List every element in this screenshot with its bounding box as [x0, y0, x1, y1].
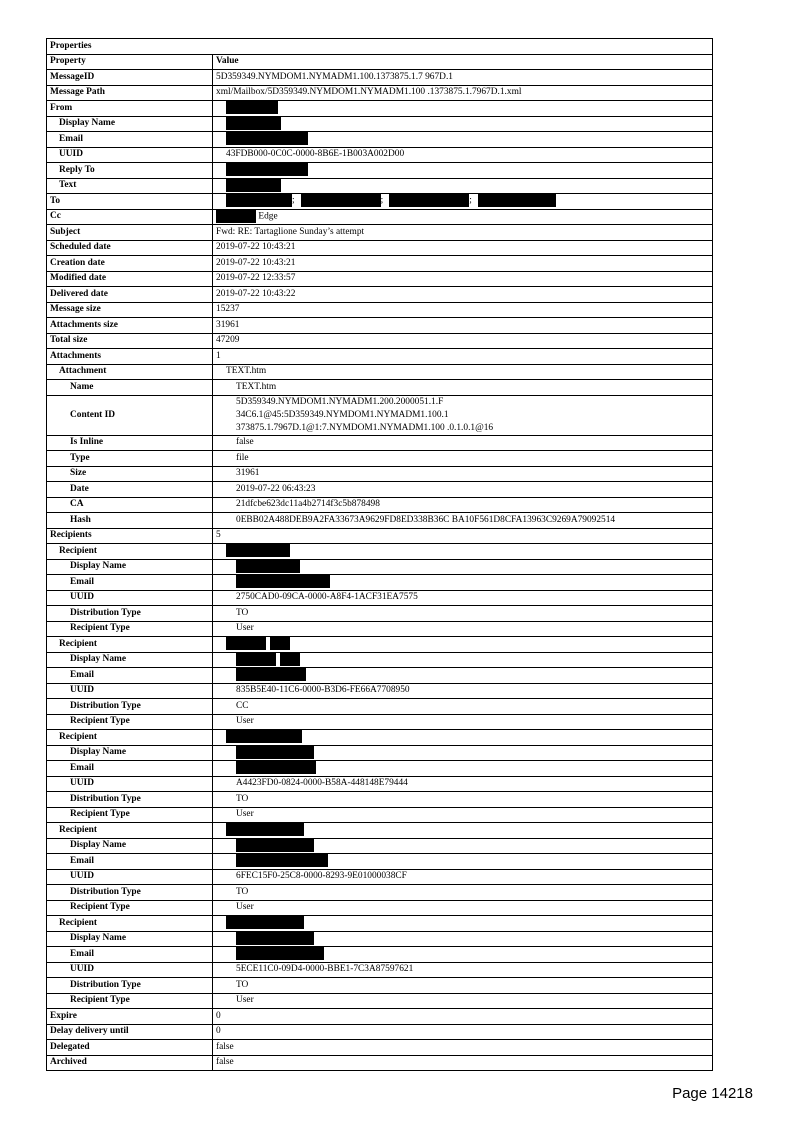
- content-id-line: 5D359349.NYMDOM1.NYMADM1.200.2000051.1.F: [236, 396, 444, 407]
- text-label: Text: [47, 178, 213, 194]
- table-row: [47, 792, 713, 808]
- redaction-box: [236, 653, 276, 666]
- recipient-value: [213, 544, 713, 560]
- recipient-label: Recipient: [47, 544, 213, 560]
- table-row: [47, 1040, 713, 1056]
- distribution-type-value: TO: [213, 792, 713, 808]
- recipient-email-label: Email: [47, 575, 213, 591]
- table-row: [47, 451, 713, 467]
- ca-value: 21dfcbe623dc11a4b2714f3c5b878498: [213, 497, 713, 513]
- table-row: [47, 885, 713, 901]
- distribution-type-label: Distribution Type: [47, 978, 213, 994]
- recipient-email-value: [213, 947, 713, 963]
- size-value: 31961: [213, 466, 713, 482]
- distribution-type-label: Distribution Type: [47, 699, 213, 715]
- redaction-box: [236, 932, 314, 945]
- from-uuid-label: UUID: [47, 147, 213, 163]
- recipient-email-label: Email: [47, 947, 213, 963]
- date-value: 2019-07-22 06:43:23: [213, 482, 713, 498]
- redaction-box: [236, 839, 314, 852]
- reply-to-value: [213, 163, 713, 179]
- attachments-size-value: 31961: [213, 318, 713, 334]
- recipient-email-value: [213, 575, 713, 591]
- table-row: [47, 271, 713, 287]
- header-row: [47, 54, 713, 70]
- creation-date-value: 2019-07-22 10:43:21: [213, 256, 713, 272]
- recipients-label: Recipients: [47, 528, 213, 544]
- table-row: [47, 1024, 713, 1040]
- redaction-box: [226, 101, 278, 114]
- redaction-box: [216, 210, 256, 223]
- table-row: [47, 333, 713, 349]
- table-row: [47, 931, 713, 947]
- page-number: Page 14218: [672, 1085, 753, 1102]
- delivered-date-label: Delivered date: [47, 287, 213, 303]
- total-size-value: 47209: [213, 333, 713, 349]
- subject-label: Subject: [47, 225, 213, 241]
- redaction-box: [236, 746, 314, 759]
- table-row: [47, 869, 713, 885]
- recipient-uuid-value: 835B5E40-11C6-0000-B3D6-FE66A7708950: [213, 683, 713, 699]
- recipient-type-value: User: [213, 621, 713, 637]
- recipient-uuid-label: UUID: [47, 962, 213, 978]
- table-title-row: [47, 39, 713, 55]
- table-row: [47, 1009, 713, 1025]
- recipient-value: [213, 637, 713, 653]
- cc-label: Cc: [47, 209, 213, 225]
- table-row: [47, 132, 713, 148]
- table-row: [47, 947, 713, 963]
- to-label: To: [47, 194, 213, 210]
- attachment-name-value: TEXT.htm: [213, 380, 713, 396]
- distribution-type-label: Distribution Type: [47, 885, 213, 901]
- table-row: [47, 482, 713, 498]
- table-row: [47, 854, 713, 870]
- creation-date-label: Creation date: [47, 256, 213, 272]
- recipient-type-value: User: [213, 900, 713, 916]
- table-row: [47, 544, 713, 560]
- recipient-uuid-label: UUID: [47, 869, 213, 885]
- distribution-type-value: TO: [213, 885, 713, 901]
- redaction-box: [478, 194, 556, 207]
- redaction-box: [236, 575, 330, 588]
- table-row: [47, 916, 713, 932]
- from-display-name-label: Display Name: [47, 116, 213, 132]
- message-id-label: MessageID: [47, 70, 213, 86]
- table-row: [47, 302, 713, 318]
- recipient-email-label: Email: [47, 668, 213, 684]
- table-row: [47, 590, 713, 606]
- table-row: [47, 349, 713, 365]
- header-property: Property: [47, 54, 213, 70]
- table-row: [47, 147, 713, 163]
- subject-value: Fwd: RE: Tartaglione Sunday’s attempt: [213, 225, 713, 241]
- recipient-email-label: Email: [47, 854, 213, 870]
- is-inline-label: Is Inline: [47, 435, 213, 451]
- table-row: [47, 178, 713, 194]
- message-size-value: 15237: [213, 302, 713, 318]
- redaction-box: [226, 194, 292, 207]
- recipient-type-value: User: [213, 807, 713, 823]
- recipient-value: [213, 730, 713, 746]
- table-row: [47, 513, 713, 529]
- table-row: [47, 714, 713, 730]
- table-row: [47, 962, 713, 978]
- modified-date-value: 2019-07-22 12:33:57: [213, 271, 713, 287]
- recipient-type-label: Recipient Type: [47, 714, 213, 730]
- redaction-box: [226, 544, 290, 557]
- to-value: [213, 194, 713, 210]
- delivered-date-value: 2019-07-22 10:43:22: [213, 287, 713, 303]
- attachment-label: Attachment: [47, 364, 213, 380]
- recipient-display-name-value: [213, 652, 713, 668]
- recipient-rows: [47, 544, 713, 1009]
- recipient-label: Recipient: [47, 637, 213, 653]
- table-row: [47, 900, 713, 916]
- table-row: [47, 70, 713, 86]
- recipient-label: Recipient: [47, 823, 213, 839]
- from-email-label: Email: [47, 132, 213, 148]
- table-row: [47, 838, 713, 854]
- type-label: Type: [47, 451, 213, 467]
- table-row: [47, 435, 713, 451]
- redaction-box: [236, 560, 300, 573]
- recipient-display-name-label: Display Name: [47, 745, 213, 761]
- recipient-display-name-label: Display Name: [47, 931, 213, 947]
- recipient-email-value: [213, 761, 713, 777]
- from-display-name-value: [213, 116, 713, 132]
- table-row: [47, 116, 713, 132]
- archived-label: Archived: [47, 1055, 213, 1071]
- type-value: file: [213, 451, 713, 467]
- redaction-box: [301, 194, 381, 207]
- recipient-type-label: Recipient Type: [47, 900, 213, 916]
- redaction-box: [270, 637, 290, 650]
- table-row: [47, 1055, 713, 1071]
- table-row: [47, 621, 713, 637]
- table-row: [47, 194, 713, 210]
- hash-value: 0EBB02A488DEB9A2FA33673A9629FD8ED338B36C BA10F561D8CFA13963C9269A79092514: [213, 513, 713, 529]
- total-size-label: Total size: [47, 333, 213, 349]
- content-id-label: Content ID: [47, 395, 213, 435]
- table-row: [47, 209, 713, 225]
- recipient-display-name-value: [213, 931, 713, 947]
- recipient-uuid-label: UUID: [47, 776, 213, 792]
- recipient-uuid-label: UUID: [47, 590, 213, 606]
- recipient-uuid-label: UUID: [47, 683, 213, 699]
- redaction-box: [236, 761, 316, 774]
- table-row: [47, 683, 713, 699]
- recipient-display-name-value: [213, 838, 713, 854]
- delay-delivery-label: Delay delivery until: [47, 1024, 213, 1040]
- recipient-type-label: Recipient Type: [47, 807, 213, 823]
- table-row: [47, 225, 713, 241]
- delay-delivery-value: 0: [213, 1024, 713, 1040]
- is-inline-value: false: [213, 435, 713, 451]
- table-row: [47, 978, 713, 994]
- table-row: [47, 163, 713, 179]
- table-row: [47, 823, 713, 839]
- table-row: [47, 497, 713, 513]
- table-row: [47, 730, 713, 746]
- distribution-type-value: TO: [213, 606, 713, 622]
- recipient-type-value: User: [213, 993, 713, 1009]
- recipient-display-name-label: Display Name: [47, 652, 213, 668]
- table-row: [47, 776, 713, 792]
- redaction-box: [226, 163, 308, 176]
- properties-table: [46, 38, 713, 1071]
- recipient-display-name-label: Display Name: [47, 838, 213, 854]
- table-row: [47, 652, 713, 668]
- recipient-type-label: Recipient Type: [47, 993, 213, 1009]
- recipient-email-label: Email: [47, 761, 213, 777]
- table-row: [47, 559, 713, 575]
- table-row: [47, 745, 713, 761]
- message-id-value: 5D359349.NYMDOM1.NYMADM1.100.1373875.1.7 967D.1: [213, 70, 713, 86]
- table-row: [47, 606, 713, 622]
- delegated-label: Delegated: [47, 1040, 213, 1056]
- recipient-uuid-value: 2750CAD0-09CA-0000-A8F4-1ACF31EA7575: [213, 590, 713, 606]
- table-row: [47, 993, 713, 1009]
- content-id-line: 373875.1.7967D.1@1:7.NYMDOM1.NYMADM1.100 .0.1.0.1@16: [236, 422, 494, 433]
- scheduled-date-label: Scheduled date: [47, 240, 213, 256]
- table-row: [47, 380, 713, 396]
- redaction-box: [236, 668, 306, 681]
- attachment-value: TEXT.htm: [213, 364, 713, 380]
- redaction-box: [226, 179, 281, 192]
- attachments-value: 1: [213, 349, 713, 365]
- message-size-label: Message size: [47, 302, 213, 318]
- modified-date-label: Modified date: [47, 271, 213, 287]
- table-row: [47, 668, 713, 684]
- table-row: [47, 637, 713, 653]
- redaction-box: [226, 132, 308, 145]
- table-row: [47, 256, 713, 272]
- distribution-type-label: Distribution Type: [47, 792, 213, 808]
- ca-label: CA: [47, 497, 213, 513]
- table-row: [47, 761, 713, 777]
- from-uuid-value: 43FDB000-0C0C-0000-8B6E-1B003A002D00: [213, 147, 713, 163]
- content-id-line: 34C6.1@45:5D359349.NYMDOM1.NYMADM1.100.1: [236, 409, 449, 420]
- message-path-label: Message Path: [47, 85, 213, 101]
- table-row: [47, 287, 713, 303]
- cc-value: [213, 209, 713, 225]
- recipient-label: Recipient: [47, 916, 213, 932]
- redaction-box: [226, 637, 266, 650]
- table-row: [47, 240, 713, 256]
- reply-to-label: Reply To: [47, 163, 213, 179]
- redaction-box: [236, 854, 328, 867]
- expire-value: 0: [213, 1009, 713, 1025]
- redaction-box: [280, 653, 300, 666]
- recipient-uuid-value: 6FEC15F0-25C8-0000-8293-9E01000038CF: [213, 869, 713, 885]
- cc-value-text: Edge: [258, 211, 278, 222]
- recipient-value: [213, 823, 713, 839]
- recipient-value: [213, 916, 713, 932]
- scheduled-date-value: 2019-07-22 10:43:21: [213, 240, 713, 256]
- recipient-display-name-value: [213, 559, 713, 575]
- table-row: [47, 807, 713, 823]
- table-row: [47, 528, 713, 544]
- recipient-label: Recipient: [47, 730, 213, 746]
- distribution-type-value: TO: [213, 978, 713, 994]
- to-separator: ;: [292, 196, 295, 207]
- table-row: [47, 318, 713, 334]
- to-separator: ;: [469, 196, 472, 207]
- message-path-value: xml/Mailbox/5D359349.NYMDOM1.NYMADM1.100 .1373875.1.7967D.1.xml: [213, 85, 713, 101]
- attachments-label: Attachments: [47, 349, 213, 365]
- distribution-type-value: CC: [213, 699, 713, 715]
- table-row: [47, 466, 713, 482]
- table-row: [47, 395, 713, 435]
- recipient-display-name-value: [213, 745, 713, 761]
- table-row: [47, 575, 713, 591]
- table-row: [47, 101, 713, 117]
- distribution-type-label: Distribution Type: [47, 606, 213, 622]
- recipient-type-value: User: [213, 714, 713, 730]
- from-value: [213, 101, 713, 117]
- recipient-uuid-value: 5ECE11C0-09D4-0000-BBE1-7C3A87597621: [213, 962, 713, 978]
- delegated-value: false: [213, 1040, 713, 1056]
- recipients-value: 5: [213, 528, 713, 544]
- table-title: Properties: [47, 39, 713, 55]
- text-value: [213, 178, 713, 194]
- from-email-value: [213, 132, 713, 148]
- redaction-box: [236, 947, 324, 960]
- recipient-email-value: [213, 854, 713, 870]
- archived-value: false: [213, 1055, 713, 1071]
- attachment-name-label: Name: [47, 380, 213, 396]
- from-label: From: [47, 101, 213, 117]
- attachments-size-label: Attachments size: [47, 318, 213, 334]
- table-row: [47, 364, 713, 380]
- redaction-box: [226, 823, 304, 836]
- recipient-display-name-label: Display Name: [47, 559, 213, 575]
- recipient-uuid-value: A4423FD0-0824-0000-B58A-448148E79444: [213, 776, 713, 792]
- recipient-email-value: [213, 668, 713, 684]
- header-value: Value: [213, 54, 713, 70]
- table-row: [47, 85, 713, 101]
- content-id-value: [213, 395, 713, 435]
- to-separator: ;: [380, 196, 384, 207]
- expire-label: Expire: [47, 1009, 213, 1025]
- date-label: Date: [47, 482, 213, 498]
- redaction-box: [226, 730, 302, 743]
- size-label: Size: [47, 466, 213, 482]
- redaction-box: [226, 117, 281, 130]
- table-row: [47, 699, 713, 715]
- redaction-box: [226, 916, 304, 929]
- redaction-box: [389, 194, 469, 207]
- recipient-type-label: Recipient Type: [47, 621, 213, 637]
- hash-label: Hash: [47, 513, 213, 529]
